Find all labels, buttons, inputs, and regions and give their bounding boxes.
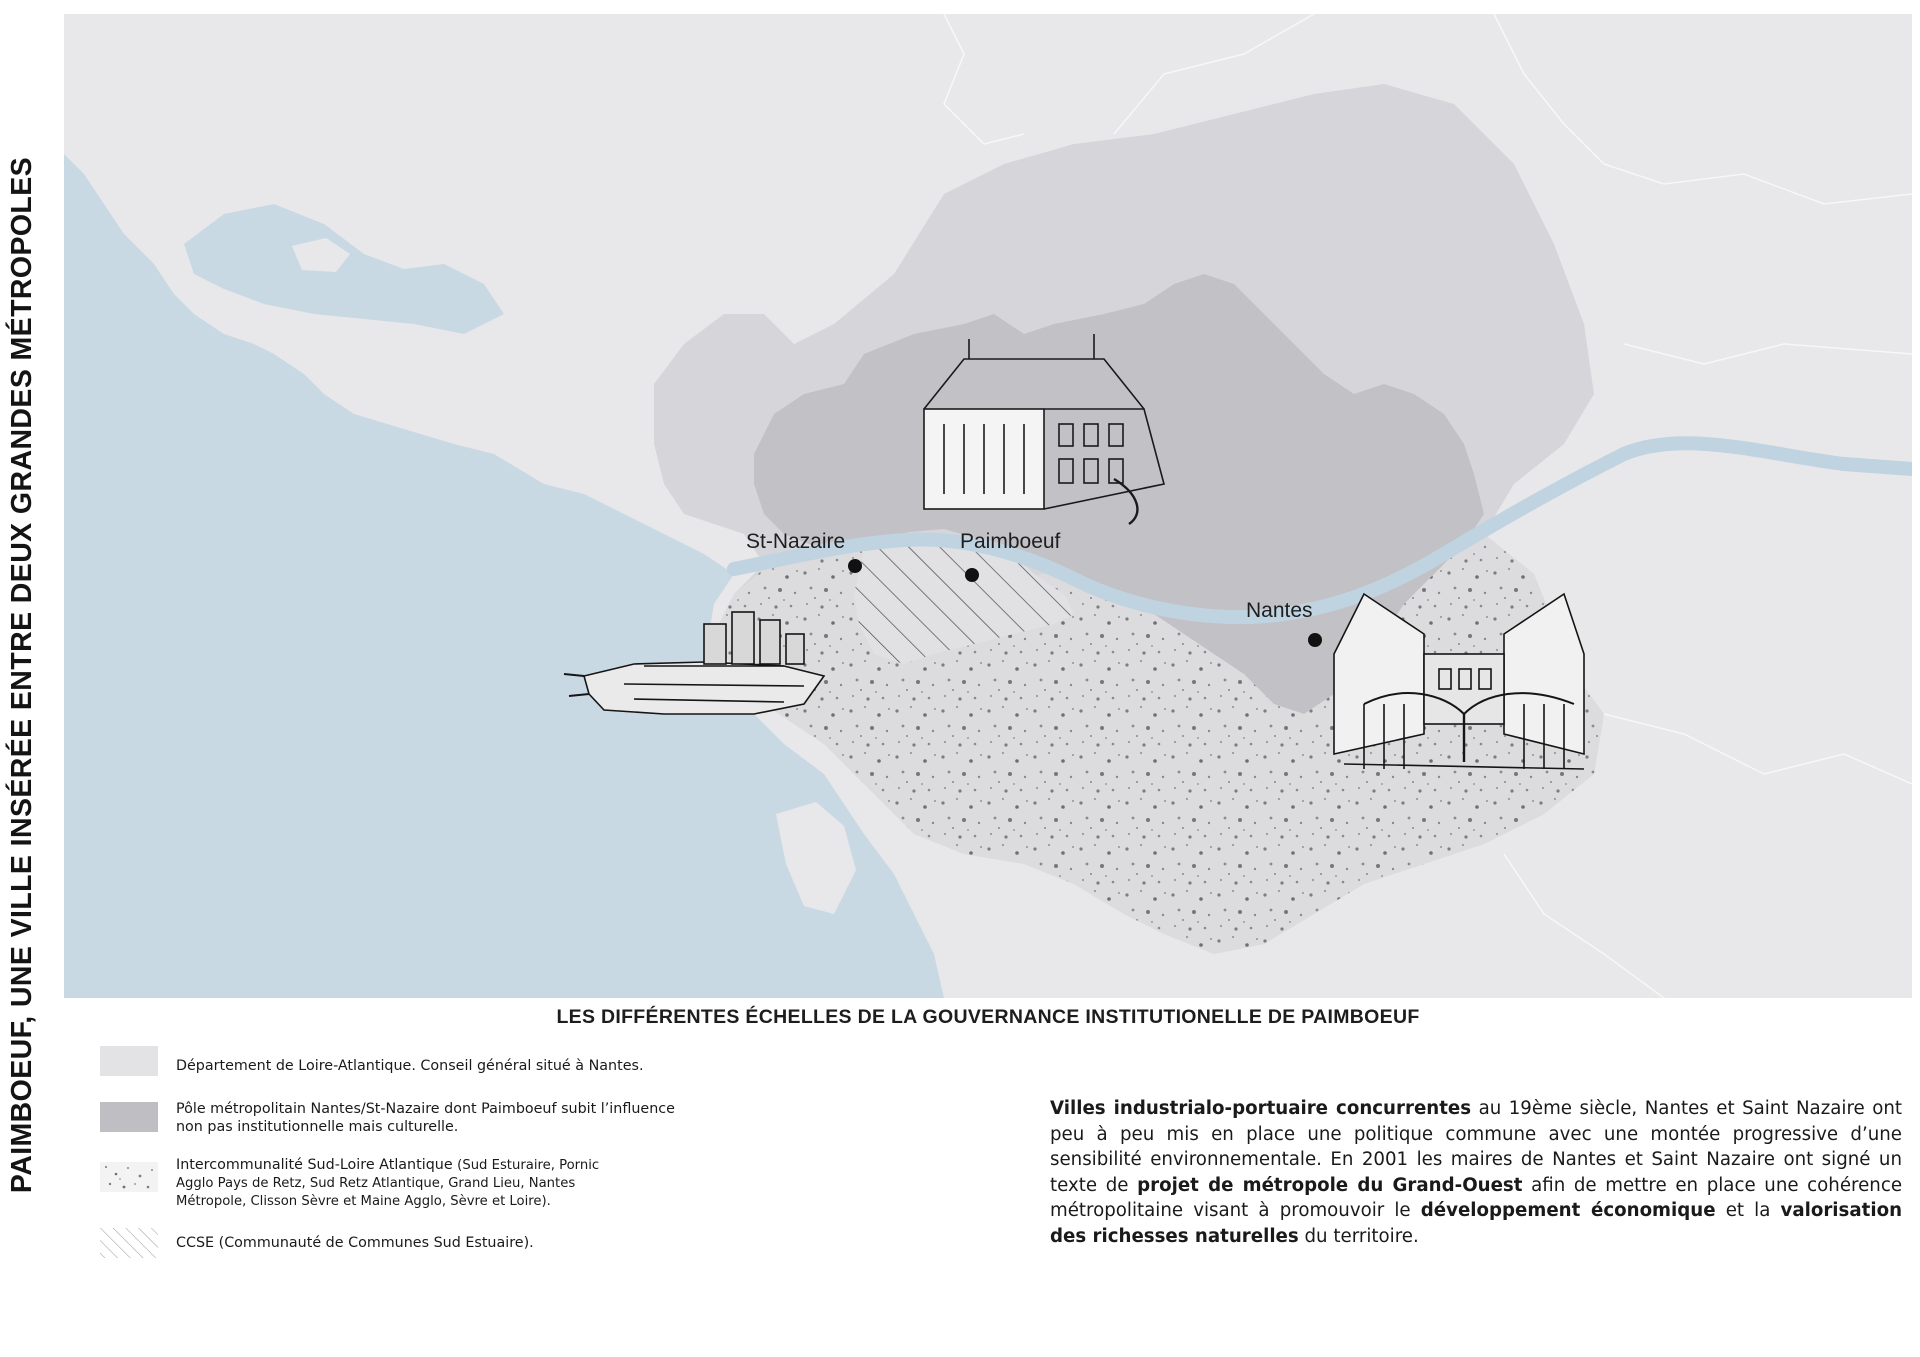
map-canvas [64, 14, 1912, 998]
legend-text-intercommunalite-detail-1: (Sud Esturaire, Pornic [457, 1158, 600, 1173]
desc-text-2: au 19ème siècle, Nantes et Saint Nazaire ont peu à peu mis en place une politique commune avec une montée progressive d’une sensibilité environnementale. En 2001 les maires de Nantes et Saint Nazaire ont signé un texte de [1050, 1098, 1902, 1196]
legend-swatch-metropole [100, 1102, 158, 1132]
legend-text-department: Département de Loire-Atlantique. Conseil général situé à Nantes. [176, 1058, 644, 1074]
paimboeuf-label: Paimboeuf [960, 530, 1061, 553]
side-title: PAIMBOEUF, UNE VILLE INSÉRÉE ENTRE DEUX GRANDES MÉTROPOLES [6, 156, 38, 1194]
legend-text-intercommunalite-detail-3: Métropole, Clisson Sèvre et Maine Agglo, Sèvre et Loire). [176, 1194, 551, 1209]
legend-text-metropole-line2: non pas institutionnelle mais culturelle. [176, 1119, 459, 1135]
legend-swatch-department [100, 1046, 158, 1076]
st-nazaire-label: St-Nazaire [746, 530, 846, 553]
desc-text-4: afin de mettre en place une cohérence métropolitaine visant à promouvoir le [1050, 1174, 1903, 1221]
legend-text-intercommunalite [176, 1156, 599, 1211]
paimboeuf-dot [965, 568, 979, 582]
desc-bold-7: valorisation des richesses naturelles [1050, 1200, 1903, 1247]
desc-bold-3: projet de métropole du Grand-Ouest [1137, 1174, 1523, 1196]
description-paragraph [1050, 1096, 1902, 1249]
legend-text-metropole [176, 1100, 675, 1136]
desc-bold-1: Villes industrialo-portuaire concurrentes [1050, 1098, 1472, 1119]
desc-text-6: et la [1715, 1200, 1781, 1221]
nantes-label: Nantes [1246, 599, 1313, 622]
legend-swatch-ccse [100, 1228, 158, 1258]
legend-text-metropole-line1: Pôle métropolitain Nantes/St-Nazaire dont Paimboeuf subit l’influence [176, 1101, 675, 1117]
desc-text-8: du territoire. [1298, 1225, 1419, 1247]
st-nazaire-dot [848, 559, 862, 573]
legend-swatch-intercommunalite [100, 1162, 158, 1192]
desc-bold-5: développement économique [1420, 1200, 1716, 1221]
legend-text-intercommunalite-main: Intercommunalité Sud-Loire Atlantique [176, 1157, 453, 1173]
map-title: LES DIFFÉRENTES ÉCHELLES DE LA GOUVERNANCE INSTITUTIONELLE DE PAIMBOEUF [556, 1006, 1420, 1028]
nantes-dot [1308, 633, 1322, 647]
legend-text-ccse: CCSE (Communauté de Communes Sud Estuaire). [176, 1235, 534, 1251]
legend-text-intercommunalite-detail-2: Agglo Pays de Retz, Sud Retz Atlantique, Grand Lieu, Nantes [176, 1176, 576, 1191]
map [64, 14, 1912, 998]
